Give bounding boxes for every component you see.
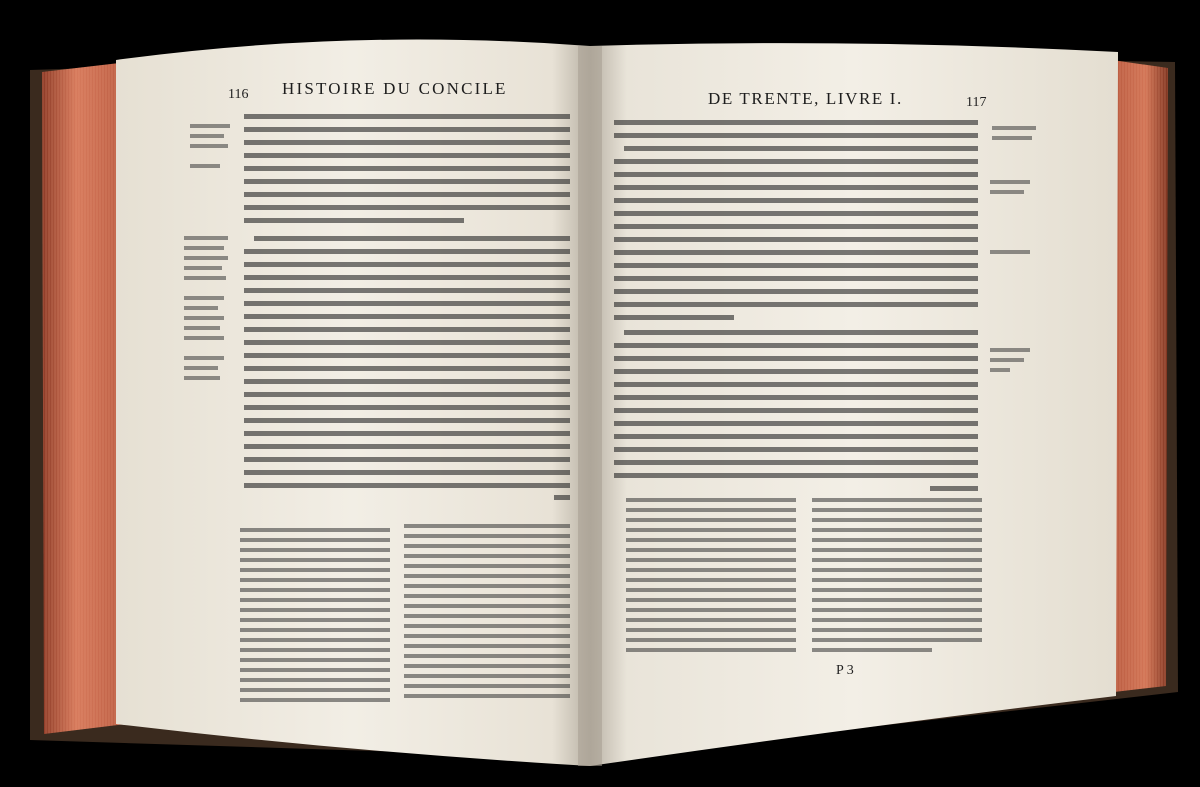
left-page-number: 116 [228,87,249,102]
gutter-shadow [578,46,602,766]
right-page-signature: P 3 [836,663,854,678]
left-running-head: HISTOIRE DU CONCILE [282,79,508,98]
right-running-head: DE TRENTE, LIVRE I. [708,89,903,108]
right-page [590,43,1118,766]
right-page-number: 117 [966,95,987,110]
right-main-text [614,120,978,491]
